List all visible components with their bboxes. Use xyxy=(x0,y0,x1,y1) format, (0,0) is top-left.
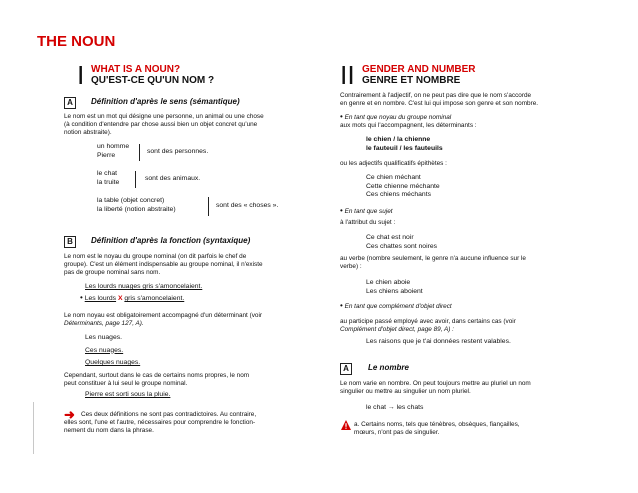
section-b-paragraph-3: Cependant, surtout dans le cas de certains noms propres, le nom peut constituer à lui seul le groupe nominal. xyxy=(64,372,250,387)
section-a-intro: Le nom est un mot qui désigne une personne, un animal ou une chose (à condition d'entendre par chose aussi bien un objet concret qu'une notion abstraite). xyxy=(64,113,264,136)
section-b-note: Ces deux définitions ne sont pas contradictoires. Au contraire, elles sont, l'une et l'autre, nécessaires pour comprendre le fonction- nement du nom dans la phrase. xyxy=(64,411,257,434)
heading-genre-et-nombre: GENRE ET NOMBRE xyxy=(362,75,461,86)
right-intro: Contrairement à l'adjectif, on ne peut pas dire que le nom s'accorde en genre et en nombre. C'est lui qui impose son genre et son nombre. xyxy=(340,92,539,107)
bullet-dot: • xyxy=(340,206,343,215)
section-a-title: Définition d'après le sens (sémantique) xyxy=(91,97,240,106)
bullet-dot: • xyxy=(340,301,343,310)
example-chat-chats: le chat → les chats xyxy=(366,404,424,411)
bullet-sujet: • En tant que sujet à l'attribut du sujet : xyxy=(340,206,396,226)
box-letter-a-right: A xyxy=(340,363,352,375)
margin-line xyxy=(33,402,34,454)
bracket-animals xyxy=(135,171,136,188)
bullet-dot: • xyxy=(340,112,343,121)
section-nombre-title: Le nombre xyxy=(368,363,409,372)
page-title: THE NOUN xyxy=(37,33,116,50)
section-b-title: Définition d'après la fonction (syntaxique) xyxy=(91,236,251,245)
example-nuages-x: • Les lourds X gris s'amoncelaient. xyxy=(80,293,185,302)
examples-animals: le chat la truite xyxy=(97,170,120,186)
examples-nuages-list: Les nuages. Ces nuages. Quelques nuages. xyxy=(85,334,141,366)
warning-text: a. Certains noms, tels que ténèbres, obsèques, fiançailles, mœurs, n'ont pas de singulier. xyxy=(354,421,520,436)
verbe-text: au verbe (nombre seulement, le genre n'a aucune influence sur le verbe) : xyxy=(340,255,526,270)
box-letter-b: B xyxy=(64,236,76,248)
bullet-dot: • xyxy=(80,293,83,302)
section-number-i: I xyxy=(77,61,85,90)
examples-chien-aboie: Le chien aboie Les chiens aboient xyxy=(366,279,423,295)
nombre-paragraph: Le nom varie en nombre. On peut toujours mettre au pluriel un nom singulier ou mettre au singulier un nom pluriel. xyxy=(340,380,531,395)
examples-persons: un homme Pierre xyxy=(97,143,130,159)
warning-icon xyxy=(340,418,352,430)
example-nuages-gris: Les lourds nuages gris s'amoncelaient. xyxy=(85,283,203,290)
examples-things: la table (objet concret) la liberté (notion abstraite) xyxy=(97,197,176,213)
bracket-persons xyxy=(139,144,140,161)
arrow-icon: ➜ xyxy=(64,407,75,422)
persons-desc: sont des personnes. xyxy=(147,148,209,155)
section-b-paragraph-1: Le nom est le noyau du groupe nominal (on dit parfois le chef de groupe). C'est un élément indispensable au groupe nominal, il n'existe pas de groupe nominal sans nom. xyxy=(64,253,263,276)
participe-text: au participe passé employé avec avoir, dans certains cas (voir Complément d'objet direct, page 89, A) : xyxy=(340,318,516,333)
animals-desc: sont des animaux. xyxy=(145,175,201,182)
examples-chien-fauteuil: le chien / la chienne le fauteuil / les fauteuils xyxy=(366,136,443,152)
bullet-noyau: • En tant que noyau du groupe nominal aux mots qui l'accompagnent, les déterminants : xyxy=(340,112,477,129)
adjectifs-text: ou les adjectifs qualificatifs épithètes : xyxy=(340,160,447,167)
box-letter-a: A xyxy=(64,97,76,109)
bullet-cod: • En tant que complément d'objet direct xyxy=(340,301,452,310)
heading-what-is-a-noun: WHAT IS A NOUN? xyxy=(91,64,181,75)
things-desc: sont des « choses ». xyxy=(216,202,279,209)
example-raisons: Les raisons que je t'ai données restent valables. xyxy=(366,338,511,345)
examples-chat-noir: Ce chat est noir Ces chattes sont noires xyxy=(366,234,438,250)
section-number-ii: II xyxy=(340,61,355,90)
example-pierre: Pierre est sorti sous la pluie. xyxy=(85,391,171,398)
heading-gender-and-number: GENDER AND NUMBER xyxy=(362,64,476,75)
bracket-things xyxy=(208,197,209,216)
heading-qu-est-ce: QU'EST-CE QU'UN NOM ? xyxy=(91,75,215,86)
section-b-paragraph-2: Le nom noyau est obligatoirement accompagné d'un déterminant (voir Déterminants, page 127, A). xyxy=(64,312,263,327)
examples-chien-mechant: Ce chien méchant Cette chienne méchante Ces chiens méchants xyxy=(366,174,440,198)
